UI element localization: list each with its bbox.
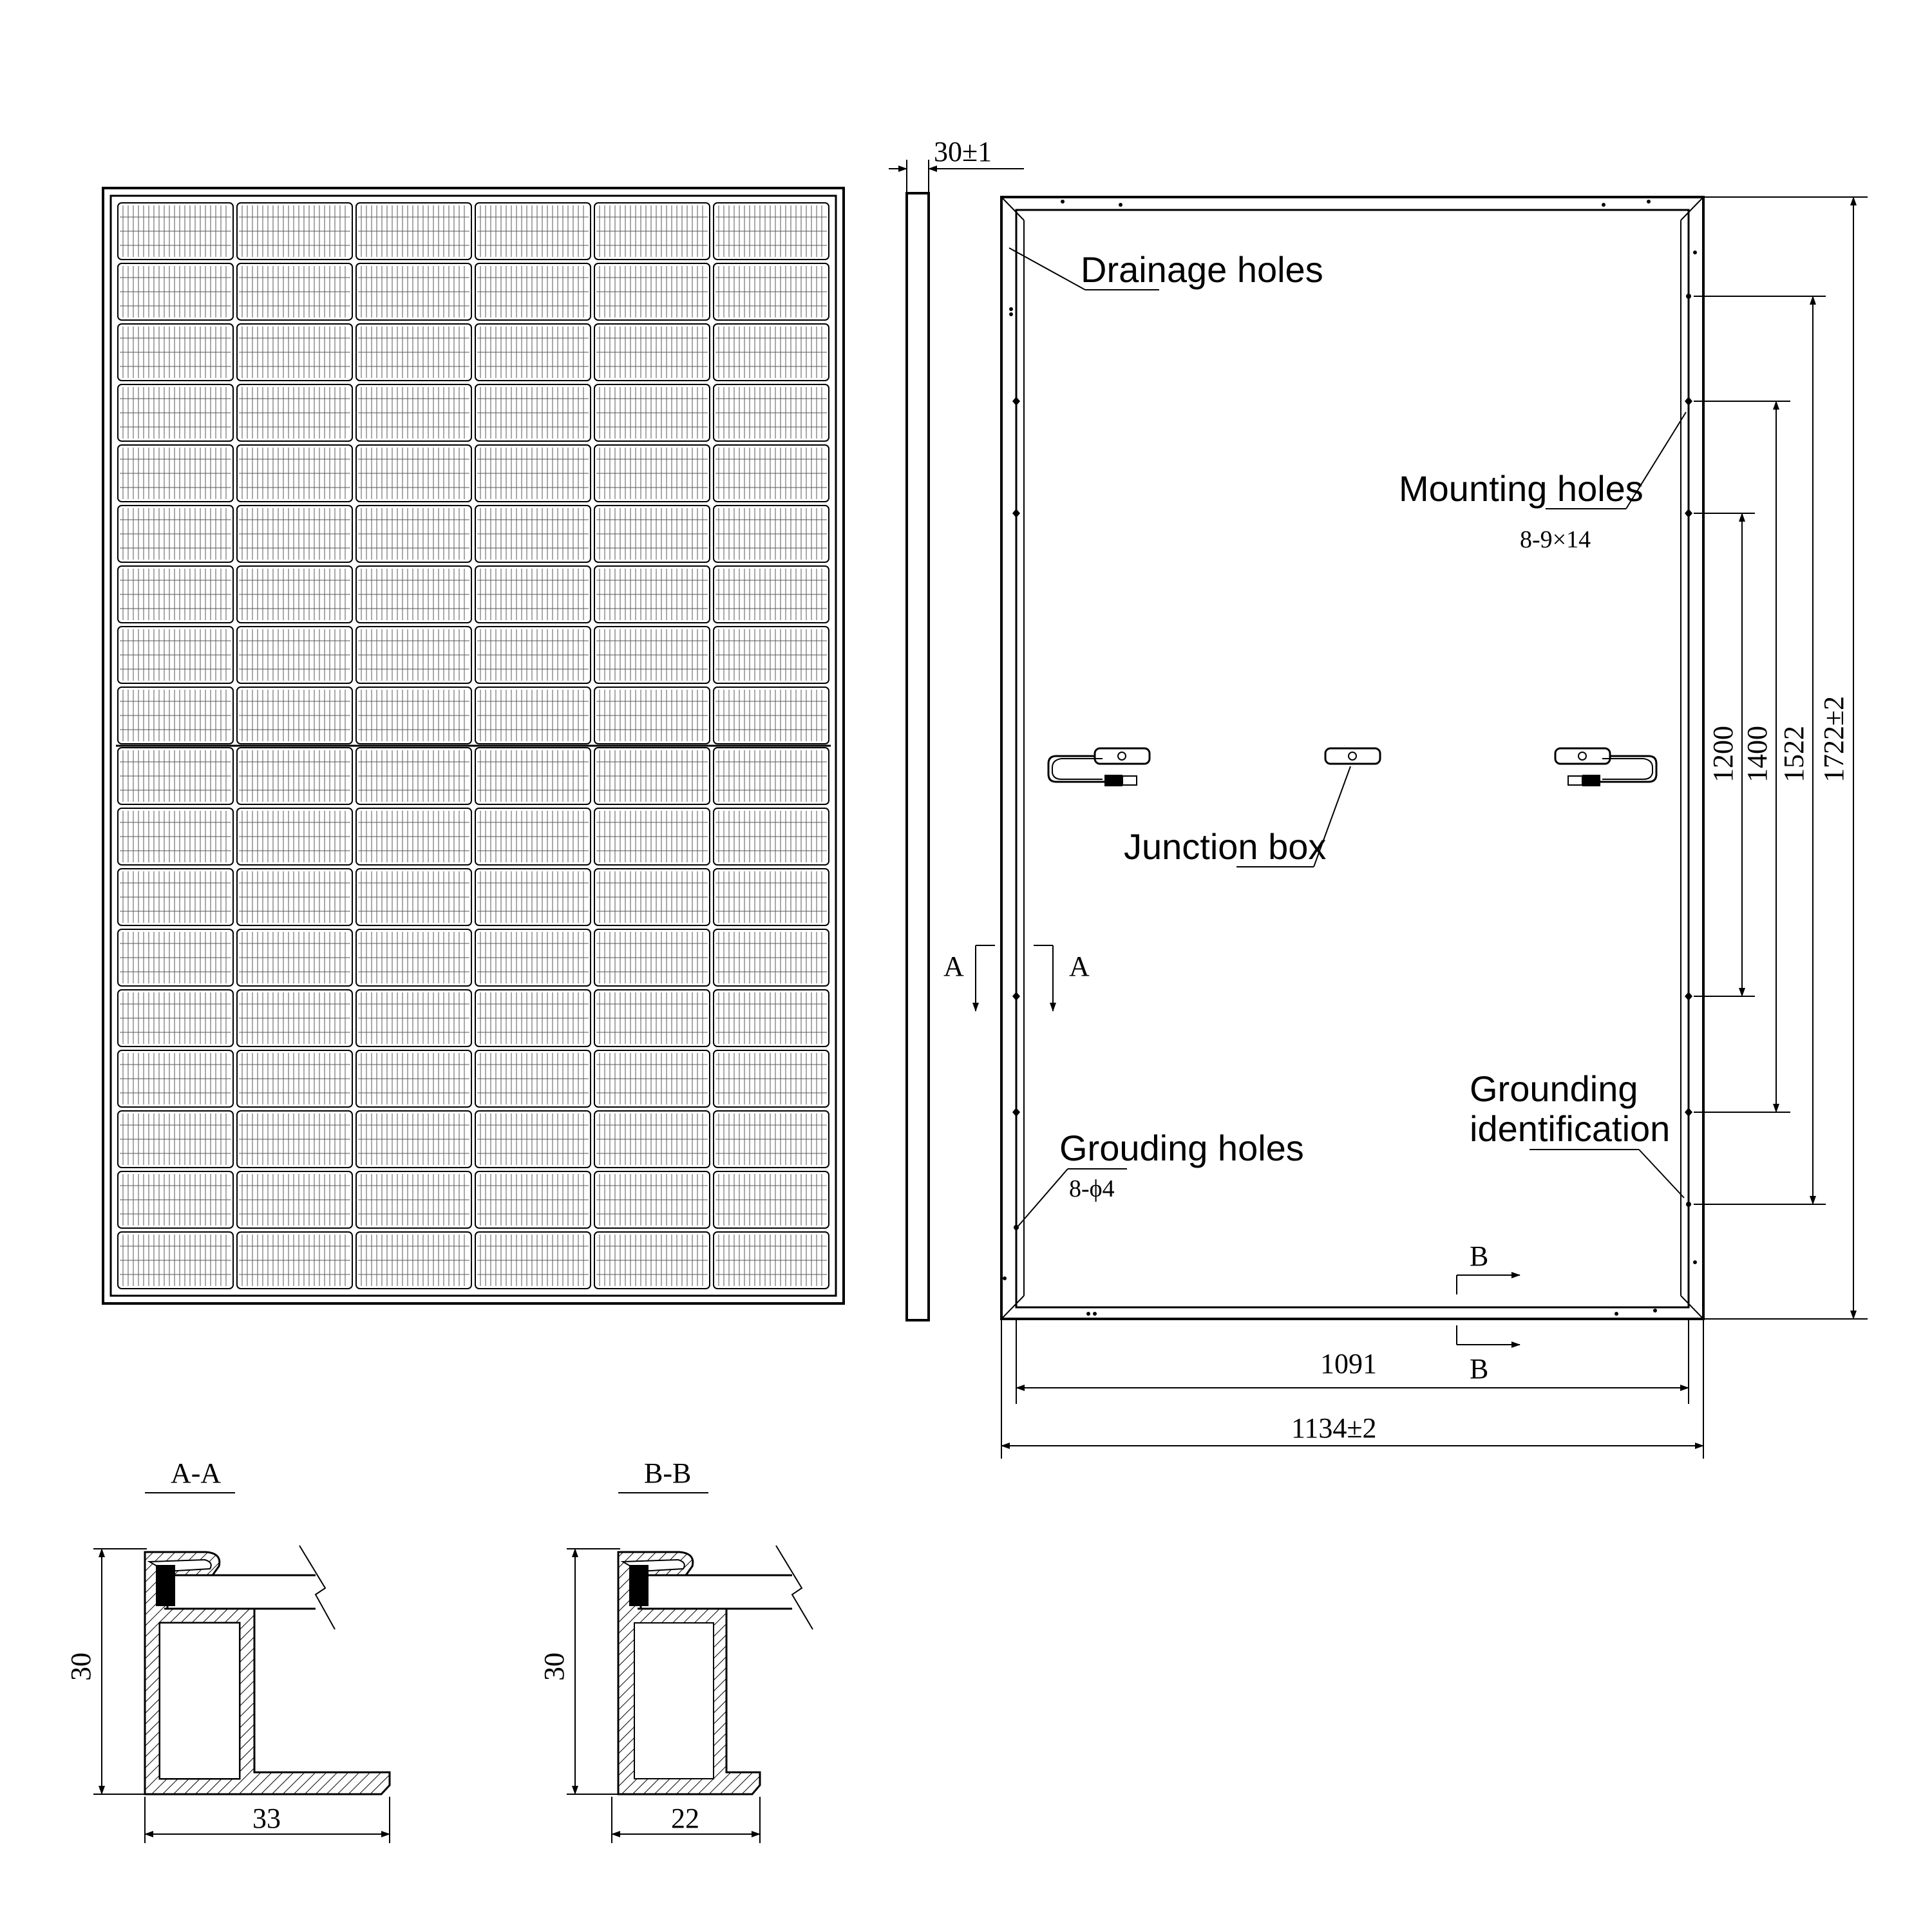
pv-cell: [594, 1111, 710, 1168]
grounding-identification-label-1: Grounding: [1470, 1068, 1638, 1109]
dim-1400-label: 1400: [1741, 726, 1773, 782]
pv-cell: [237, 687, 352, 744]
mounting-holes-spec: 8-9×14: [1520, 526, 1591, 553]
pv-cell: [594, 929, 710, 986]
pv-cell: [594, 748, 710, 804]
pv-cell: [475, 869, 591, 925]
pv-cell: [237, 1050, 352, 1107]
pv-cell: [475, 263, 591, 320]
pv-cell: [594, 506, 710, 562]
pv-cell: [356, 990, 471, 1046]
rear-view: [943, 197, 1868, 1459]
grounding-holes-label: Grouding holes: [1059, 1128, 1304, 1168]
pv-cell: [118, 808, 233, 865]
section-aa-width-label: 33: [252, 1803, 281, 1834]
pv-cell: [118, 748, 233, 804]
pv-cell: [594, 1050, 710, 1107]
pv-cell: [714, 263, 829, 320]
drainage-holes-label: Drainage holes: [1081, 249, 1323, 290]
pv-cell: [714, 869, 829, 925]
pv-cell: [356, 506, 471, 562]
width-dimensions: [1001, 1320, 1703, 1459]
mounting-holes-label: Mounting holes: [1399, 468, 1643, 509]
pv-cell: [594, 687, 710, 744]
pv-cell: [118, 506, 233, 562]
pv-cell: [118, 203, 233, 260]
pv-cell: [475, 687, 591, 744]
front-view: [103, 188, 844, 1303]
pv-cell: [594, 627, 710, 683]
pv-cell: [118, 929, 233, 986]
pv-cell: [118, 1111, 233, 1168]
pv-cell: [356, 566, 471, 623]
pv-cell: [714, 748, 829, 804]
pv-cell: [594, 203, 710, 260]
outer-width-label: 1134±2: [1291, 1412, 1377, 1444]
section-b-markers: [1457, 1240, 1520, 1385]
height-dimensions: [1694, 197, 1868, 1319]
pv-cell: [118, 990, 233, 1046]
pv-cell: [237, 203, 352, 260]
pv-cell: [237, 506, 352, 562]
pv-cell: [714, 445, 829, 502]
pv-cell: [237, 990, 352, 1046]
pv-cell: [594, 808, 710, 865]
pv-cell: [356, 869, 471, 925]
pv-cell: [475, 1171, 591, 1228]
grounding-holes-callout: [1018, 1128, 1304, 1227]
junction-box-label: Junction box: [1124, 826, 1327, 867]
pv-cell: [118, 1050, 233, 1107]
pv-cell: [594, 1171, 710, 1228]
pv-cell: [237, 1232, 352, 1289]
pv-cell: [594, 324, 710, 381]
pv-cell: [475, 506, 591, 562]
pv-cell: [714, 627, 829, 683]
junction-box-left: [1048, 748, 1150, 786]
pv-cell: [714, 808, 829, 865]
pv-cell: [475, 1232, 591, 1289]
pv-cell: [118, 627, 233, 683]
pv-cell: [714, 990, 829, 1046]
pv-cell: [475, 748, 591, 804]
junction-box-right: [1555, 748, 1656, 786]
dim-1522-label: 1522: [1778, 726, 1810, 782]
pv-cell: [118, 445, 233, 502]
pv-cell: [237, 1171, 352, 1228]
pv-cell: [237, 748, 352, 804]
pv-cell: [356, 203, 471, 260]
pv-cell: [356, 445, 471, 502]
pv-cell: [475, 1050, 591, 1107]
cell-grid: [116, 203, 831, 1289]
pv-cell: [356, 627, 471, 683]
section-aa-seal: [156, 1565, 175, 1606]
grounding-identification-callout: [1470, 1068, 1684, 1198]
pv-cell: [356, 1232, 471, 1289]
pv-cell: [356, 687, 471, 744]
pv-cell: [237, 384, 352, 441]
side-frame: [907, 193, 929, 1320]
pv-cell: [118, 869, 233, 925]
pv-cell: [475, 929, 591, 986]
drainage-holes-callout: [1009, 248, 1323, 290]
section-bb: [538, 1457, 813, 1843]
pv-cell: [475, 1111, 591, 1168]
inner-width-label: 1091: [1320, 1348, 1377, 1379]
pv-cell: [475, 384, 591, 441]
mounting-holes-callout: [1399, 412, 1686, 553]
pv-cell: [475, 445, 591, 502]
pv-cell: [475, 808, 591, 865]
pv-cell: [118, 384, 233, 441]
pv-cell: [594, 566, 710, 623]
pv-cell: [237, 324, 352, 381]
pv-cell: [594, 990, 710, 1046]
pv-cell: [714, 1171, 829, 1228]
pv-cell: [237, 566, 352, 623]
pv-cell: [118, 1171, 233, 1228]
pv-cell: [237, 808, 352, 865]
pv-cell: [237, 263, 352, 320]
section-aa-height-label: 30: [65, 1653, 97, 1681]
section-b-bottom-label: B: [1470, 1353, 1489, 1385]
junction-box-middle: [1325, 748, 1380, 764]
pv-cell: [356, 263, 471, 320]
pv-cell: [594, 263, 710, 320]
pv-cell: [118, 1232, 233, 1289]
side-view: [889, 136, 1024, 1320]
pv-cell: [237, 445, 352, 502]
section-a-right-label: A: [1069, 951, 1090, 982]
pv-cell: [475, 203, 591, 260]
pv-cell: [594, 869, 710, 925]
pv-cell: [356, 929, 471, 986]
pv-cell: [714, 506, 829, 562]
section-a-left-label: A: [943, 951, 964, 982]
pv-cell: [118, 687, 233, 744]
pv-cell: [118, 566, 233, 623]
pv-cell: [714, 1111, 829, 1168]
pv-cell: [475, 324, 591, 381]
dim-1200-label: 1200: [1707, 726, 1739, 782]
pv-cell: [356, 1050, 471, 1107]
pv-cell: [356, 808, 471, 865]
section-bb-title: B-B: [644, 1457, 692, 1489]
pv-cell: [118, 324, 233, 381]
section-b-top-label: B: [1470, 1240, 1489, 1272]
pv-cell: [356, 1111, 471, 1168]
pv-cell: [714, 929, 829, 986]
pv-cell: [356, 748, 471, 804]
pv-cell: [714, 324, 829, 381]
pv-cell: [237, 627, 352, 683]
pv-cell: [356, 324, 471, 381]
section-bb-seal: [629, 1565, 649, 1606]
pv-cell: [714, 1232, 829, 1289]
section-bb-width-label: 22: [671, 1803, 699, 1834]
pv-cell: [475, 990, 591, 1046]
junction-box-callout: [1124, 766, 1350, 867]
pv-cell: [594, 445, 710, 502]
pv-cell: [714, 687, 829, 744]
pv-cell: [118, 263, 233, 320]
pv-cell: [475, 566, 591, 623]
section-aa: [65, 1457, 390, 1843]
pv-cell: [356, 1171, 471, 1228]
pv-cell: [237, 1111, 352, 1168]
pv-cell: [237, 929, 352, 986]
pv-cell: [356, 384, 471, 441]
dim-1722-label: 1722±2: [1818, 696, 1850, 782]
pv-cell: [594, 1232, 710, 1289]
pv-cell: [714, 384, 829, 441]
pv-cell: [714, 566, 829, 623]
section-bb-height-label: 30: [538, 1653, 570, 1681]
thickness-label: 30±1: [934, 136, 992, 167]
pv-cell: [594, 384, 710, 441]
pv-cell: [714, 203, 829, 260]
pv-cell: [714, 1050, 829, 1107]
grounding-identification-label-2: identification: [1470, 1108, 1671, 1149]
grounding-holes-spec: 8-ϕ4: [1069, 1175, 1115, 1202]
section-aa-title: A-A: [171, 1457, 222, 1489]
pv-cell: [475, 627, 591, 683]
pv-cell: [237, 869, 352, 925]
